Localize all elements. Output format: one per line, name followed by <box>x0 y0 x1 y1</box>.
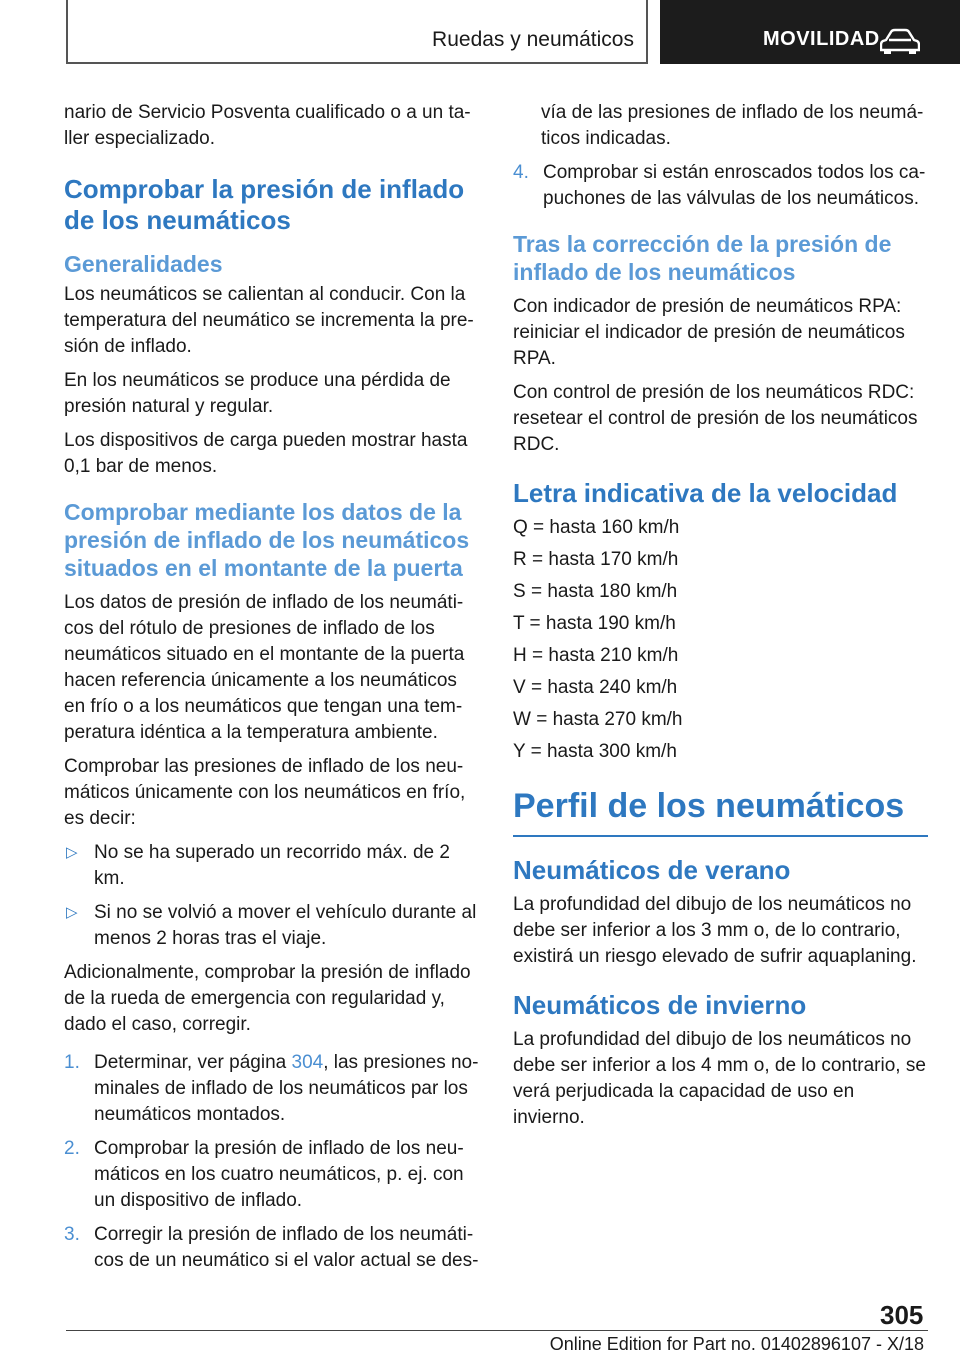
intro-paragraph: nario de Servicio Posventa cualificado o a un ta- ller especializado. <box>64 102 471 149</box>
paragraph-general-3: Los dispositivos de carga pueden mostrar hasta 0,1 bar de menos. <box>64 430 468 477</box>
step-number: 3. <box>64 1224 80 1245</box>
heading-comprobar-presion: Comprobar la presión de inflado de los neumáticos <box>64 174 465 235</box>
speed-list <box>513 515 928 765</box>
bullet-item <box>64 840 479 892</box>
speed-item: S = hasta 180 km/h <box>513 581 678 602</box>
page-link-304[interactable]: 304 <box>291 1052 324 1073</box>
heading-neumaticos-invierno: Neumáticos de invierno <box>513 990 807 1020</box>
speed-item: W = hasta 270 km/h <box>513 709 683 730</box>
speed-item: H = hasta 210 km/h <box>513 645 679 666</box>
step-text: Corregir la presión de inflado de los neumáti-cos de un neumático si el valor actual se des- <box>94 1224 479 1271</box>
step-number: 4. <box>513 162 529 183</box>
speed-item: V = hasta 240 km/h <box>513 677 678 698</box>
header-chapter-tab <box>660 0 960 64</box>
paragraph-general-2: En los neumáticos se produce una pérdida de presión natural y regular. <box>64 370 451 417</box>
heading-perfil-neumaticos: Perfil de los neumáticos <box>513 785 928 837</box>
paragraph-tras-1: Con indicador de presión de neumáticos RPA: reiniciar el indicador de presión de neumáticos RPA. <box>513 296 905 369</box>
step-item <box>64 1136 479 1214</box>
paragraph-puerta-3: Adicionalmente, comprobar la presión de inflado de la rueda de emergencia con regularidad y, dado el caso, corregir. <box>64 962 471 1035</box>
header-section-title: Ruedas y neumáticos <box>432 28 634 51</box>
step-number: 1. <box>64 1052 80 1073</box>
speed-item: R = hasta 170 km/h <box>513 549 679 570</box>
footer-divider <box>66 1330 928 1331</box>
bullet-item <box>64 900 479 952</box>
footer-edition: Online Edition for Part no. 01402896107 - X/18 <box>549 1334 924 1354</box>
car-icon <box>880 28 920 54</box>
right-column <box>513 100 928 1139</box>
header-chapter-title: MOVILIDAD <box>763 28 880 50</box>
step-item <box>513 160 928 212</box>
page-number: 305 <box>880 1300 924 1330</box>
heading-generalidades: Generalidades <box>64 251 223 277</box>
step-item <box>64 1050 479 1128</box>
paragraph-puerta-2: Comprobar las presiones de inflado de los neu-máticos únicamente con los neumáticos en frío, es decir: <box>64 756 466 829</box>
bullet-text: Si no se volvió a mover el vehículo durante al menos 2 horas tras el viaje. <box>94 902 477 949</box>
speed-item: Q = hasta 160 km/h <box>513 517 680 538</box>
heading-letra-velocidad: Letra indicativa de la velocidad <box>513 478 898 508</box>
speed-item: Y = hasta 300 km/h <box>513 741 677 762</box>
heading-montante-puerta: Comprobar mediante los datos de la presión de inflado de los neumáticos situados en el montante de la puerta <box>64 499 470 581</box>
step-number: 2. <box>64 1138 80 1159</box>
step-item <box>64 1222 479 1274</box>
paragraph-puerta-1: Los datos de presión de inflado de los neumáti-cos del rótulo de presiones de inflado de los neumáticos situado en el montante de la puerta hacen referencia únicamente a los neumáticos en frío o a los neumáticos que tengan una tem-peratura idéntica a la temperatura ambiente. <box>64 592 465 743</box>
paragraph-tras-2: Con control de presión de los neumáticos RDC: resetear el control de presión de los neumáticos RDC. <box>513 382 918 455</box>
step-text: Comprobar si están enroscados todos los ca-puchones de las válvulas de los neumáticos. <box>543 162 926 209</box>
speed-item: T = hasta 190 km/h <box>513 613 676 634</box>
step-continuation: vía de las presiones de inflado de los neumá-ticos indicadas. <box>541 102 924 149</box>
left-column <box>64 100 479 1282</box>
paragraph-verano: La profundidad del dibujo de los neumáticos no debe ser inferior a los 3 mm o, de lo contrario, existirá un riesgo elevado de sufrir aquaplaning. <box>513 894 917 967</box>
step-text: Comprobar la presión de inflado de los neu-máticos en los cuatro neumáticos, p. ej. con un dispositivo de inflado. <box>94 1138 464 1211</box>
bullet-text: No se ha superado un recorrido máx. de 2 km. <box>94 842 450 889</box>
heading-neumaticos-verano: Neumáticos de verano <box>513 855 791 885</box>
triangle-bullet-icon: ▷ <box>66 904 78 921</box>
paragraph-invierno: La profundidad del dibujo de los neumáticos no debe ser inferior a los 4 mm o, de lo contrario, se verá perjudicada la capacidad de uso en invierno. <box>513 1029 926 1128</box>
heading-tras-correccion: Tras la corrección de la presión de inflado de los neumáticos <box>513 231 892 285</box>
paragraph-general-1: Los neumáticos se calientan al conducir. Con la temperatura del neumático se incrementa la pre-sión de inflado. <box>64 284 474 357</box>
triangle-bullet-icon: ▷ <box>66 844 78 861</box>
header-section-box <box>66 0 648 64</box>
step-text: Determinar, ver página <box>94 1052 292 1073</box>
step-text: , las presiones no-minales de inflado de los neumáticos par los neumáticos montados. <box>94 1052 479 1125</box>
